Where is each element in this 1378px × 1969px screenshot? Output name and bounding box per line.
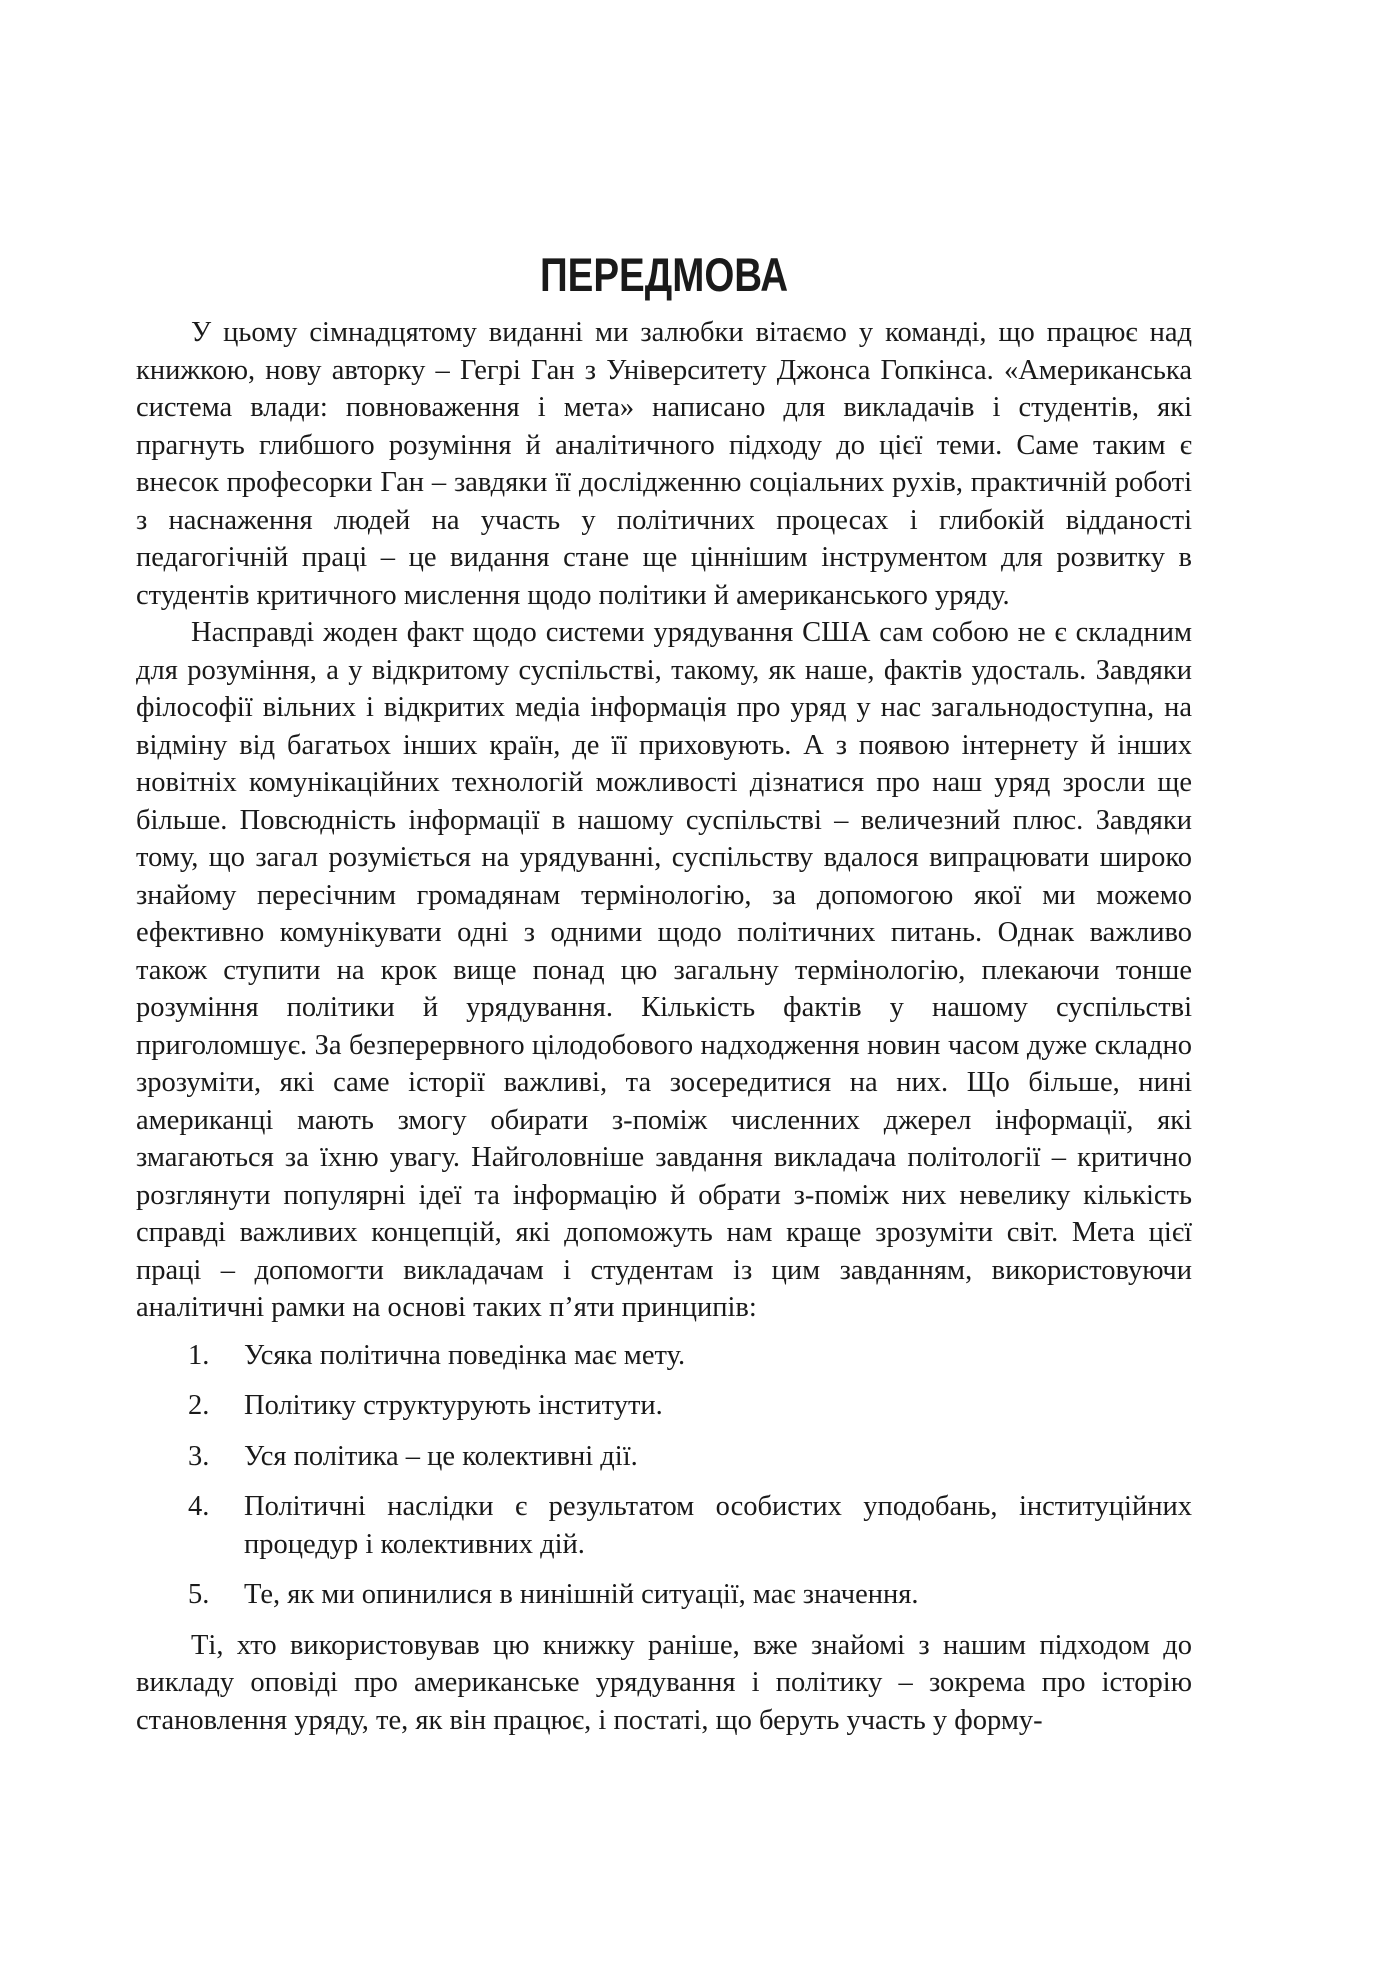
- list-item-text: Політику структурують інститути.: [244, 1390, 663, 1421]
- list-item: [136, 1488, 1192, 1563]
- list-item-number: 4.: [188, 1491, 210, 1522]
- body-text: [136, 314, 1192, 1739]
- list-item: [136, 1438, 1192, 1476]
- list-item: [136, 1387, 1192, 1425]
- paragraph-facts: Насправді жоден факт щодо системи урядування США сам собою не є складним для розуміння, а у відкритому суспільстві, такому, як наше, фактів удосталь. Завдяки філософії вільних і відкритих медіа інформація про уряд у нас загальнодоступна, на відміну від багатьох інших країн, де її приховують. А з появою інтернету й інших новітніх комунікаційних технологій можливості дізнатися про наш уряд зросли ще більше. Повсюдність інформації в нашому суспільстві – величезний плюс. Завдяки тому, що загал розуміється на урядуванні, суспільству вдалося випрацювати широко знайому пересічним громадянам термінологію, за допомогою якої ми можемо ефективно комунікувати одні з одними щодо політичних питань. Однак важливо також ступити на крок вище понад цю загальну термінологію, плекаючи тонше розуміння політики й урядування. Кількість фактів у нашому суспільстві приголомшує. За безперервного цілодобового надходження новин часом дуже складно зрозуміти, які саме історії важливі, та зосередитися на них. Що більше, нині американці мають змогу обирати з-поміж численних джерел інформації, які змагаються за їхню увагу. Найголовніше завдання викладача політології – критично розглянути популярні ідеї та інформацію й обрати з-поміж них невелику кількість справді важливих концепцій, які допоможуть нам краще зрозуміти світ. Мета цієї праці – допомогти викладачам і студентам із цим завданням, використовуючи аналітичні рамки на основі таких п’яти принципів:: [136, 617, 1192, 1323]
- page: [136, 0, 1192, 1969]
- list-item: [136, 1576, 1192, 1614]
- list-item-text: Уся політика – це колективні дії.: [244, 1440, 638, 1472]
- list-item: [136, 1337, 1192, 1375]
- list-item-text: Політичні наслідки є результатом особистих уподобань, інституційних процедур і колективних дій.: [244, 1491, 1192, 1560]
- paragraph-closing: Ті, хто використовував цю книжку раніше, вже знайомі з нашим підходом до викладу оповіді про американське урядування і політику – зокрема про історію становлення уряду, те, як він працює, і постаті, що беруть участь у форму-: [136, 1629, 1192, 1736]
- list-item-number: 1.: [188, 1339, 210, 1371]
- list-item-number: 2.: [188, 1390, 210, 1421]
- principles-list: [136, 1337, 1192, 1614]
- list-item-number: 5.: [188, 1579, 210, 1610]
- list-item-text: Усяка політична поведінка має мету.: [244, 1339, 686, 1371]
- page-title: ПЕРЕДМОВА: [539, 248, 789, 302]
- paragraph-intro: У цьому сімнадцятому виданні ми залюбки вітаємо у команді, що працює над книжкою, нову авторку – Гегрі Ган з Університету Джонса Гопкінса. «Американська система влади: повноваження і мета» написано для викладачів і студентів, які прагнуть глибшого розуміння й аналітичного підходу до цієї теми. Саме таким є внесок професорки Ган – завдяки її дослідженню соціальних рухів, практичній роботі з наснаження людей на участь у політичних процесах і глибокій відданості педагогічній праці – це видання стане ще ціннішим інструментом для розвитку в студентів критичного мислення щодо політики й американського уряду.: [136, 317, 1192, 611]
- list-item-number: 3.: [188, 1440, 210, 1472]
- list-item-text: Те, як ми опинилися в нинішній ситуації, має значення.: [244, 1579, 919, 1610]
